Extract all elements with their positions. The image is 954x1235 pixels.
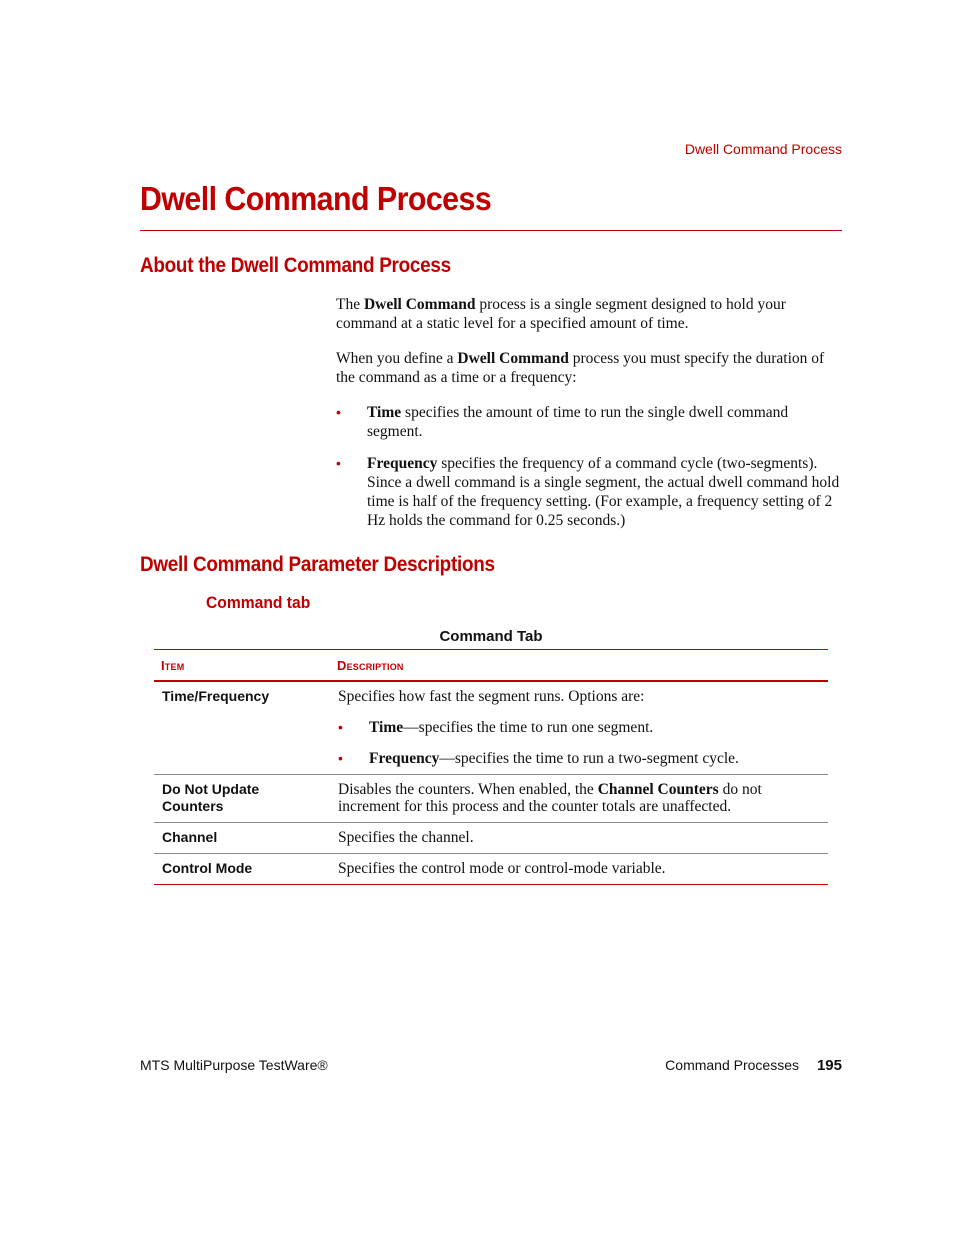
description-cell: Specifies the channel. [330, 823, 828, 854]
description-cell: Specifies the control mode or control-mode variable. [330, 854, 828, 885]
item-cell: Channel [154, 823, 330, 854]
column-header-item: Item [154, 650, 330, 682]
description-text: Specifies how fast the segment runs. Options are: [338, 688, 645, 705]
table-row [154, 823, 828, 854]
table-header-row [154, 650, 828, 682]
item-cell: Control Mode [154, 854, 330, 885]
about-paragraph-1: The Dwell Command process is a single segment designed to hold your command at a static level for a specified amount of time. [336, 296, 786, 332]
footer-chapter-name: Command Processes [665, 1057, 799, 1073]
column-header-description: Description [330, 650, 828, 682]
description-cell: Disables the counters. When enabled, the Channel Counters do not increment for this process and the counter totals are unaffected. [330, 775, 828, 823]
list-item: • Time specifies the amount of time to run the single dwell command segment. [336, 404, 789, 440]
section-heading-about: About the Dwell Command Process [140, 254, 451, 277]
subsection-heading-command-tab: Command tab [206, 593, 311, 612]
table-caption: Command Tab [439, 628, 543, 645]
list-item: • Time—specifies the time to run one segment. [338, 719, 654, 736]
list-item: • Frequency specifies the frequency of a command cycle (two-segments). Since a dwell command is a single segment, the actual dwell command hold time is half of the frequency setting. (For example, a frequency setting of 2 Hz holds the command for 0.25 seconds.) [336, 455, 840, 529]
page-number: 195 [816, 1057, 842, 1074]
red-bullet-icon: • [336, 404, 341, 420]
page-title: Dwell Command Process [140, 180, 492, 217]
item-cell: Time/Frequency [154, 681, 330, 775]
description-cell [330, 681, 828, 775]
list-item: • Frequency—specifies the time to run a two-segment cycle. [338, 750, 739, 767]
red-bullet-icon: • [338, 719, 343, 735]
table-row [154, 854, 828, 885]
about-paragraph-2: When you define a Dwell Command process you must specify the duration of the command as a time or a frequency: [336, 350, 825, 386]
table-row [154, 681, 828, 775]
command-tab-table [154, 649, 828, 885]
footer-product-name: MTS MultiPurpose TestWare® [140, 1057, 328, 1073]
table-row [154, 775, 828, 823]
item-cell: Do Not Update Counters [154, 775, 330, 823]
red-bullet-icon: • [336, 455, 341, 471]
running-header: Dwell Command Process [684, 141, 842, 157]
red-bullet-icon: • [338, 750, 343, 766]
about-body [336, 295, 842, 530]
section-heading-params: Dwell Command Parameter Descriptions [140, 553, 495, 576]
title-rule [140, 230, 842, 231]
